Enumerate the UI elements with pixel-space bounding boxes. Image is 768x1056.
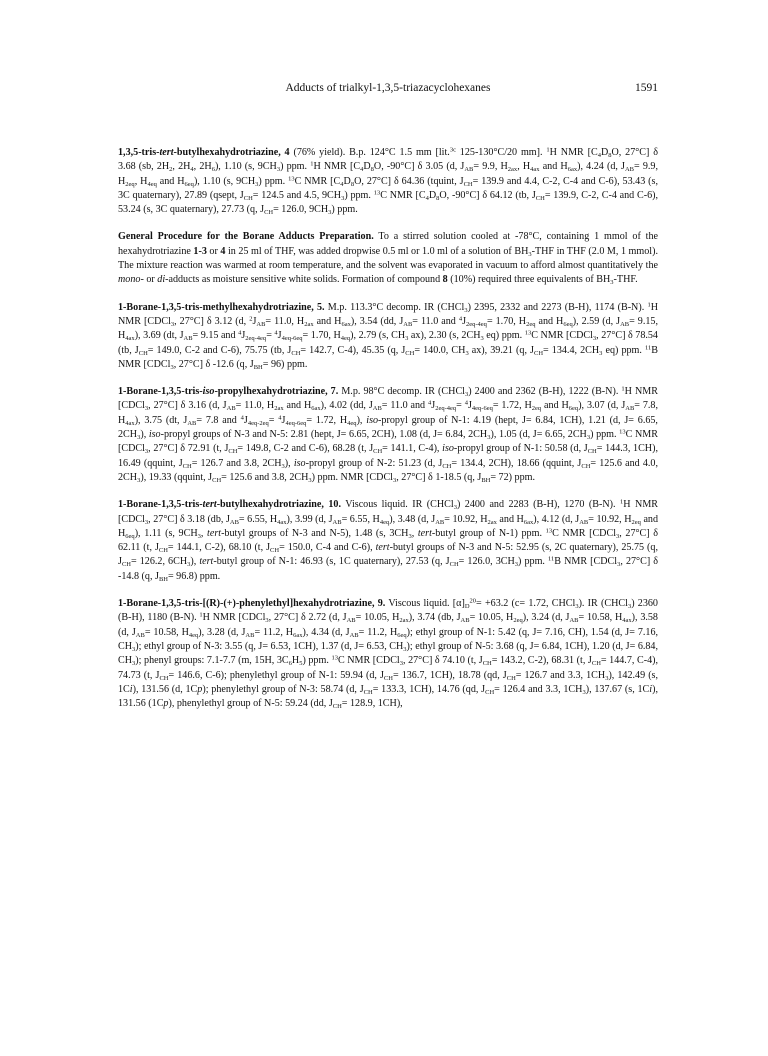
running-title: Adducts of trialkyl-1,3,5-triazacyclohexanes: [285, 82, 491, 94]
paragraph-general-procedure: General Procedure for the Borane Adducts Preparation. To a stirred solution cooled at -78°C, containing 1 mmol of the hexahydrotriazine 1-3 or 4 in 25 ml of THF, was added dropwise 0.5 ml or 1.0 ml of a solution of $BH_3$-THF in THF (2.0 M, 1 mmol). The mixture reaction was warmed at room temperature, and the solvent was evaporated in vacuum to afford almost quantitatively the mono- or di-adducts as moisture sensitive white solids. Formation of compound 8 (10%) required three equivalents of $BH_3$-THF.: [118, 231, 658, 287]
paragraph-compound-7: 1-Borane-1,3,5-tris-iso-propylhexahydrotriazine, 7. M.p. 98°C decomp. IR (CHCl$_3$) 2400 and 2362 (B-H), 1222 (B-N). $^1$H NMR [CDCl$_3$, 27°C] δ 3.16 (d, $J_{AB}= 11.0$, $H_{2ax}$ and $H_{6ax}$), 4.02 (dd, $J_{AB}= 11.0$ and $^4J_{2eq-4eq}= ^4J_{4eq-6eq}= 1.72$, $H_{2eq}$ and $H_{6eq}$), 3.07 (d, $J_{AB}= 7.8$, $H_{4ax}$), 3.75 (dt, $J_{AB}= 7.8$ and $^4J_{4eq-2eq}= ^4J_{4eq-6eq}= 1.72$, $H_{4eq}$), iso-propyl group of N-1: 4.19 (hept, J= 6.84, 1CH), 1.21 (d, J= 6.65, $2CH_3$), iso-propyl groups of N-3 and N-5: 2.81 (hept, J= 6.65, 2CH), 1.08 (d, J= 6.84, $2CH_3$), 1.05 (d, J= 6.65, $2CH_3$) ppm. $^{13}$C NMR [CDCl$_3$, 27°C] δ 72.91 (t, $J_{CH}= 149.8$, C-2 and C-6), 68.28 (t, $J_{CH}= 141.1$, C-4), iso-propyl group of N-1: 50.58 (d, $J_{CH}= 144.3$, 1CH), 16.49 (qquint, $J_{CH}= 126.7$ and 3.8, $2CH_3$), iso-propyl group of N-2: 51.23 (d, $J_{CH}= 134.4$, 2CH), 18.66 (qquint, $J_{CH}= 125.6$ and 4.0, $2CH_3$), 19.33 (qquint, $J_{CH}= 125.6$ and 3.8, $2CH_3$) ppm. NMR [CDCl$_3$, 27°C] δ 1-18.5 (q, $J_{BH}= 72$) ppm.: [118, 385, 659, 484]
paragraph-compound-10: 1-Borane-1,3,5-tris-tert-butylhexahydrotriazine, 10. Viscous liquid. IR (CHCl$_3$) 2400 and 2283 (B-H), 1270 (B-N). $^1$H NMR [CDCl$_3$, 27°C] δ 3.18 (db, $J_{AB}= 6.55$, $H_{4ax}$), 3.99 (d, $J_{AB}= 6.55$, $H_{4eq}$), 3.48 (d, $J_{AB}= 10.92$, $H_{2ax}$ and $H_{6ax}$), 4.12 (d, $J_{AB}= 10.92$, $H_{2eq}$ and $H_{6eq}$), 1.11 (s, $9CH_3$, tert-butyl groups of N-3 and N-5), 1.48 (s, $3CH_3$, tert-butyl group of N-1) ppm. $^{13}$C NMR [CDCl$_3$, 27°C] δ 62.11 (t, $J_{CH}= 144.1$, C-2), 68.10 (t, $J_{CH}= 150.0$, C-4 and C-6), tert-butyl groups of N-3 and N-5: 52.95 (s, 2C quaternary), 25.75 (q, $J_{CH}= 126.2$, $6CH_3$), tert-butyl group of N-1: 46.93 (s, 1C quaternary), 27.53 (q, $J_{CH}= 126.0$, $3CH_3$) ppm. $^{11}$B NMR [CDCl$_3$, 27°C] δ -14.8 (q, $J_{BH}= 96.8$) ppm.: [118, 498, 659, 583]
paragraph-compound-5: 1-Borane-1,3,5-tris-methylhexahydrotriazine, 5. M.p. 113.3°C decomp. IR (CHCl$_3$) 2395, 2332 and 2273 (B-H), 1174 (B-N). $^1$H NMR [CDCl$_3$, 27°C] δ 3.12 (d, $^2J_{AB}= 11.0$, $H_{2ax}$ and $H_{6ax}$), 3.54 (dd, $J_{AB}= 11.0$ and $^4J_{2eq-4eq}= 1.70$, $H_{2eq}$ and $H_{6eq}$), 2.59 (d, $J_{AB}= 9.15$, $H_{4ax}$), 3.69 (dt, $J_{AB}= 9.15$ and $^4J_{2eq-4eq}= ^4J_{4eq-6eq}= 1.70$, $H_{4eq}$), 2.79 (s, $CH_3$ ax), 2.30 (s, $2CH_3$ eq) ppm. $^{13}$C NMR [CDCl$_3$, 27°C] δ 78.54 (tb, $J_{CH}= 149.0$, C-2 and C-6), 75.75 (tb, $J_{CH}= 142.7$, C-4), 45.35 (q, $J_{CH}= 140.0$, $CH_3$ ax), 39.21 (q, $J_{CH}= 134.4$, $2CH_3$ eq) ppm. $^{11}$B NMR [CDCl$_3$, 27°C] δ -12.6 (q, $J_{BH}= 96$) ppm.: [118, 301, 659, 371]
paragraph-compound-4: 1,3,5-tris-tert-butylhexahydrotriazine, 4 (76% yield). B.p. 124°C 1.5 mm [lit.$^{3c}$ 125-130°C/20 mm]. $^1$H NMR [$C_4D_8O$, 27°C] δ 3.68 (sb, $2H_2$, $2H_4$, $2H_6$), 1.10 (s, $9CH_3$) ppm. $^1$H NMR [$C_4D_8O$, -90°C] δ 3.05 (d, $J_{AB}= 9.9$, $H_{2ax}$, $H_{4ax}$ and $H_{6ax}$), 4.24 (d, $J_{AB}= 9.9$, $H_{2eq}$, $H_{4eq}$ and $H_{6eq}$), 1.10 (s, $9CH_3$) ppm. $^{13}$C NMR [$C_4D_8O$, 27°C] δ 64.36 (tquint, $J_{CH}= 139.9$ and 4.4, C-2, C-4 and C-6), 53.43 (s, 3C quaternary), 27.89 (qsept, $J_{CH}= 124.5$ and 4.5, $9CH_3$) ppm. $^{13}$C NMR [$C_4D_8O$, -90°C] δ 64.12 (tb, $J_{CH}= 139.9$, C-2, C-4 and C-6), 53.24 (s, 3C quaternary), 27.73 (q, $J_{CH}= 126.0$, $9CH_3$) ppm.: [118, 146, 659, 217]
page-number: 1591: [635, 82, 658, 94]
running-head: [118, 82, 658, 98]
paragraph-compound-9: 1-Borane-1,3,5-tris-[(R)-(+)-phenylethyl]hexahydrotriazine, 9. Viscous liquid. $[\alpha]_D^{20}= +63.2$ (c= 1.72, CHCl$_3$). IR (CHCl$_3$) 2360 (B-H), 1180 (B-N). $^1$H NMR [CDCl$_3$, 27°C] δ 2.72 (d, $J_{AB}= 10.05$, $H_{2ax}$), 3.74 (db, $J_{AB}= 10.05$, $H_{2eq}$), 3.24 (d, $J_{AB}= 10.58$, $H_{4ax}$), 3.58 (d, $J_{AB}= 10.58$, $H_{4eq}$), 3.28 (d, $J_{AB}= 11.2$, $H_{6ax}$), 4.34 (d, $J_{AB}= 11.2$, $H_{6eq}$); ethyl group of N-1: 5.42 (q, J= 7.16, CH), 1.54 (d, J= 7.16, $CH_3$); ethyl group of N-3: 3.55 (q, J= 6.53, 1CH), 1.37 (d, J= 6.53, $CH_3$); ethyl group of N-5: 3.68 (q, J= 6.84, 1CH), 1.20 (d, J= 6.84, $CH_3$); phenyl groups: 7.1-7.7 (m, 15H, $3C_6H_5$) ppm. $^{13}$C NMR [CDCl$_3$, 27°C] δ 74.10 (t, $J_{CH}= 143.2$, C-2), 68.31 (t, $J_{CH}= 144.7$, C-4), 74.73 (t, $J_{CH}= 146.6$, C-6); phenylethyl group of N-1: 59.94 (d, $J_{CH}= 136.7$, 1CH), 18.78 (qd, $J_{CH}= 126.7$ and 3.3, $1CH_3$), 142.49 (s, 1Ci), 131.56 (d, 1Cp); phenylethyl group of N-3: 58.74 (d, $J_{CH}= 133.3$, 1CH), 14.76 (qd, $J_{CH}= 126.4$ and 3.3, $1CH_3$), 137.67 (s, 1Ci), 131.56 (1Cp), phenylethyl group of N-5: 59.24 (dd, $J_{CH}= 128.9$, 1CH),: [118, 597, 659, 711]
experimental-section: [118, 146, 658, 724]
